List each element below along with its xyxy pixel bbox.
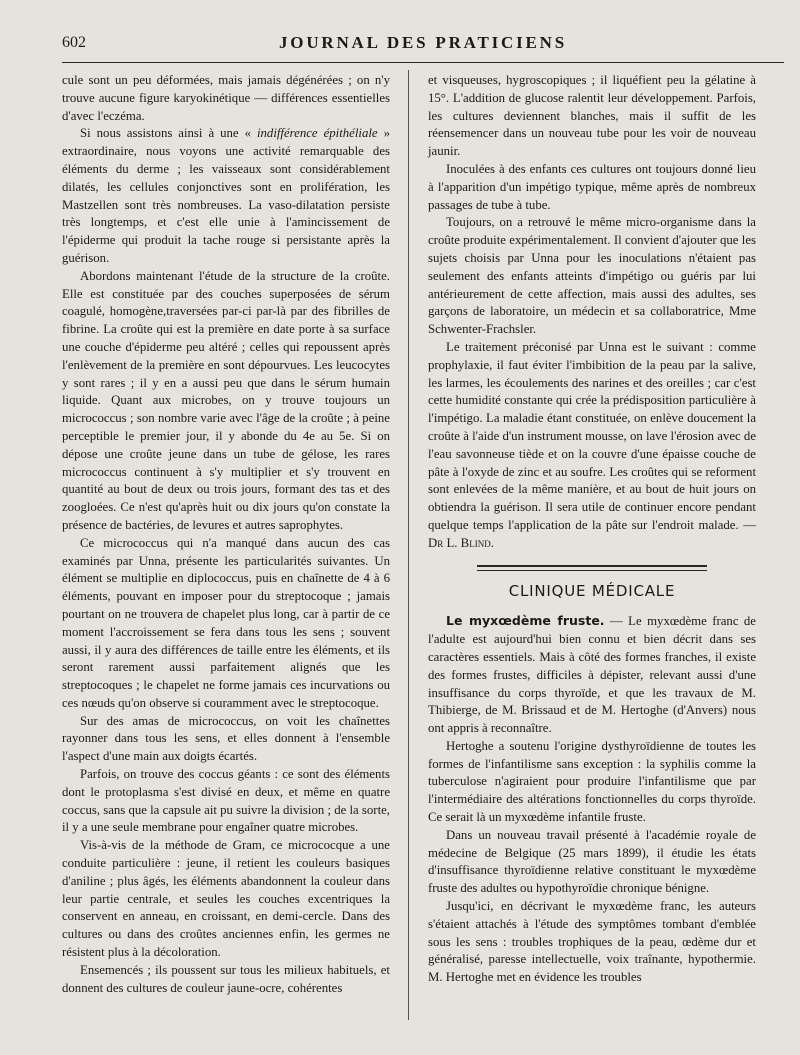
paragraph: Dans un nouveau travail présenté à l'académie royale de médecine de Belgique (25 mars 1899), il étudie les états d'insuffisance thyroïdienne relative constituant le myxœdème fruste des adultes ou hypothyroïdie chronique bénigne.: [428, 827, 756, 896]
paragraph: Ensemencés ; ils poussent sur tous les milieux habituels, et donnent des cultures de couleur jaune-ocre, cohérentes: [62, 962, 390, 995]
column-divider: [408, 70, 409, 1020]
paragraph: [62, 125, 390, 267]
section-heading: CLINIQUE MÉDICALE: [508, 581, 676, 600]
paragraph: cule sont un peu déformées, mais jamais dégénérées ; on n'y trouve aucune figure karyokinétique — différences essentielles d'avec l'eczéma.: [62, 73, 390, 123]
text-run: Le traitement préconisé par Unna est le suivant : comme prophylaxie, il faut éviter l'imbibition de la peau par la salive, les larmes, les écoulements des narines et des oreilles ; car c'est cette humidité constante qui crée la prédisposition particulière à l'impétigo. La maladie étant constituée, on enlève doucement la croûte à l'aide d'un instrument mousse, on lave l'érosion avec de l'eau savonneuse tiède et on la couvre d'une épaisse couche de pâte à l'oxyde de zinc et au soufre. Les croûtes qui se reforment sont enlevées de la même manière, et au bout de huit jours on obtiendra la guérison. Il sera utile de continuer encore pendant quelque temps l'application de la pâte sur l'endroit malade. —: [428, 339, 756, 532]
paragraph: [428, 612, 756, 738]
section-divider: [477, 565, 707, 571]
running-title: JOURNAL DES PRATICIENS: [279, 33, 567, 52]
author-signature: Dr L. Blind.: [428, 535, 494, 550]
paragraph: Inoculées à des enfants ces cultures ont toujours donné lieu à l'apparition d'un impétigo typique, même après de nombreux passages de tube à tube.: [428, 161, 756, 212]
paragraph: Toujours, on a retrouvé le même micro-organisme dans la croûte produite expérimentalement. Il convient d'ajouter que les sujets choisis par Unna pour les inoculations n'étaient pas seulement des enfants atteints d'impétigo ou guéris par lui antérieurement de cette affection, mais aussi des adultes, ses garçons de laboratoire, un médecin et sa collaboratrice, Mme Schwenter-Frachsler.: [428, 215, 756, 337]
right-column: [428, 72, 756, 987]
text-run: » extraordinaire, nous voyons une activité remarquable des éléments du derme ; les vaisseaux sont considérablement dilatés, les cellules conjonctives sont en prolifération, les Mastzellen sont très nombreuses. La vaso-dilatation persiste très longtemps, et c'est elle unie à l'amincissement de l'épiderme qui produit la tache rouge si persistante après la guérison.: [62, 126, 390, 265]
left-column: [62, 72, 390, 997]
paragraph: Abordons maintenant l'étude de la structure de la croûte. Elle est constituée par des couches superposées de sérum coagulé, homogène,traversées par-ci par-là par des fibrilles de fibrine. La croûte qui est la première en date porte à sa surface une couche d'épiderme peu altéré ; celles qui repoussent après l'enlèvement de la première en sont dépourvues. Les leucocytes y sont rares ; il y en a aussi peu que dans le sérum humain liquide. Quant aux microbes, on y trouve toujours un micrococcus ; son nombre varie avec l'âge de la croûte ; à peine perceptible le premier jour, il y abonde du 4e au 5e. Si on dépose une croûte jeune dans un tube de gélose, les rares micrococcus continuent à s'y multiplier et s'y trouvent en quantité au bout de deux ou trois jours, formant des tas et des zoogloées. Ce n'est qu'après huit ou dix jours qu'on constate la présence de bactéries, de levures et autres saprophytes.: [62, 268, 390, 532]
paragraph: Jusqu'ici, en décrivant le myxœdème franc, les auteurs s'étaient attachés à l'étude des symptômes tombant d'emblée sous les sens : troubles trophiques de la peau, œdème dur et généralisé, paresse intellectuelle, voix traînante, hypothermie. M. Hertoghe met en évidence les troubles: [428, 899, 756, 985]
paragraph: Vis-à-vis de la méthode de Gram, ce micrococque a une conduite particulière : jeune, il retient les couleurs basiques d'aniline ; plus âgés, les éléments abandonnent la couleur dans leur partie centrale, et seules les couches excentriques la conservent en anneau, en croissant, en demi-cercle. Dans des cultures ou dans des croûtes anciennes enfin, les germes ne résistent plus à la décoloration.: [62, 838, 390, 960]
page-header: [62, 30, 784, 63]
page-number: 602: [62, 34, 86, 51]
paragraph: [428, 339, 756, 553]
text-run: Si nous assistons ainsi à une «: [80, 126, 257, 141]
article-lead-title: Le myxœdème fruste.: [446, 613, 605, 629]
paragraph: Parfois, on trouve des coccus géants : ce sont des éléments dont le protoplasma s'est divisé en deux, et même en quatre coccus, sans que la capsule ait pu suivre la division ; de la sorte, il y a une seule membrane pour engaîner quatre microbes.: [62, 767, 391, 835]
paragraph: Ce micrococcus qui n'a manqué dans aucun des cas examinés par Unna, présente les particularités suivantes. Un élément se multiplie en diplococcus, puis en chaînette de 4 à 6 éléments, pouvant en imposer pour du streptocoque ; jamais pourtant on ne trouvera de chapelet plus long, car à partir de ce moment l'accroissement se fera dans tous les sens ; souvent aussi, il y aura des différences de taille entre les éléments, et ils seront rarement aussi parfaitement alignés que les streptocoques ; le chapelet ne forme jamais ces incurvations ou ces nœuds qu'on observe si couramment avec le streptocoque.: [62, 535, 390, 710]
paragraph: et visqueuses, hygroscopiques ; il liquéfient peu la gélatine à 15°. L'addition de glucose ralentit leur développement. Parfois, les cultures deviennent blanches, mais il suffit de les réensemencer dans un nouveau tube pour les voir de nouveau jaunir.: [428, 73, 756, 159]
italic-term: indifférence épithéliale: [256, 126, 378, 141]
paragraph: Hertoghe a soutenu l'origine dysthyroïdienne de toutes les formes de l'infantilisme sans exception : la syphilis comme la tuberculose n'agiraient pour produire l'infantilisme que par l'intermédiaire des altérations fonctionnelles du corps thyroïde. Ce serait là un myxœdème infantile fruste.: [428, 738, 756, 825]
paragraph: Sur des amas de micrococcus, on voit les chaînettes rayonner dans tous les sens, et elles donnent à l'ensemble l'aspect d'une main aux doigts écartés.: [62, 713, 390, 764]
text-run: — Le myxœdème franc de l'adulte est aujourd'hui bien connu et bien décrit dans ses caractères essentiels. Mais à côté des formes franches, il existe des formes frustes, difficiles à dépister, relevant aussi d'une insuffisance du corps thyroïde, et que les travaux de M. Thibierge, de M. Brissaud et de M. Hertoghe (d'Anvers) nous ont appris à reconnaître.: [428, 614, 756, 736]
